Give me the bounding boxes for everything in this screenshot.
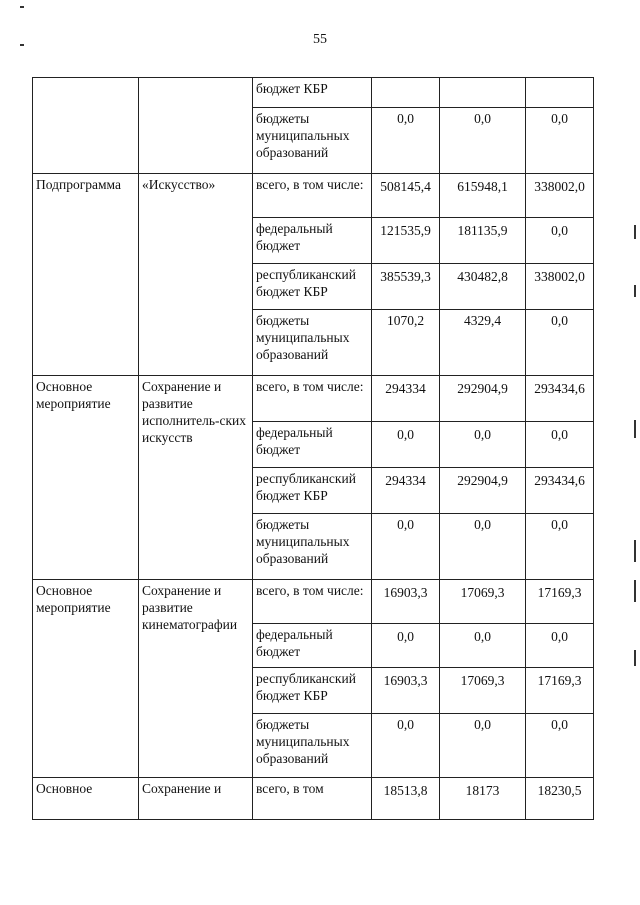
budget-table [32, 77, 594, 820]
cell-source: бюджет КБР [253, 78, 372, 108]
cell-value: 293434,6 [526, 376, 594, 422]
cell-value: 0,0 [372, 422, 440, 468]
table-row [33, 376, 594, 422]
cell-source: всего, в том числе: [253, 580, 372, 624]
cell-value: 0,0 [372, 108, 440, 174]
cell-name: Сохранение и развитие исполнитель-ских искусств [139, 376, 253, 580]
cell-value [372, 78, 440, 108]
scan-mark [634, 285, 636, 297]
cell-value: 16903,3 [372, 580, 440, 624]
cell-type: Основное мероприятие [33, 580, 139, 778]
cell-value: 17169,3 [526, 580, 594, 624]
cell-value: 0,0 [526, 108, 594, 174]
cell-value: 292904,9 [440, 468, 526, 514]
cell-value: 0,0 [526, 310, 594, 376]
cell-value: 0,0 [526, 218, 594, 264]
cell-value: 615948,1 [440, 174, 526, 218]
cell-value: 430482,8 [440, 264, 526, 310]
cell-value: 16903,3 [372, 668, 440, 714]
table-row [33, 78, 594, 108]
cell-value: 508145,4 [372, 174, 440, 218]
cell-value: 294334 [372, 376, 440, 422]
cell-value: 0,0 [440, 108, 526, 174]
cell-source: республиканский бюджет КБР [253, 264, 372, 310]
cell-value: 18513,8 [372, 778, 440, 820]
cell-value: 0,0 [372, 624, 440, 668]
cell-value: 18173 [440, 778, 526, 820]
cell-value: 121535,9 [372, 218, 440, 264]
cell-source: республиканский бюджет КБР [253, 468, 372, 514]
cell-type [33, 78, 139, 174]
cell-value: 18230,5 [526, 778, 594, 820]
scan-mark [634, 420, 636, 438]
cell-value: 385539,3 [372, 264, 440, 310]
cell-value: 0,0 [526, 514, 594, 580]
cell-value [526, 78, 594, 108]
cell-source: федеральный бюджет [253, 422, 372, 468]
cell-name: Сохранение и развитие кинематографии [139, 580, 253, 778]
cell-value: 292904,9 [440, 376, 526, 422]
cell-name: «Искусство» [139, 174, 253, 376]
cell-value: 0,0 [440, 714, 526, 778]
page-number: 55 [313, 32, 327, 47]
cell-value: 0,0 [440, 624, 526, 668]
cell-source: республиканский бюджет КБР [253, 668, 372, 714]
cell-type: Основное мероприятие [33, 376, 139, 580]
cell-value: 0,0 [440, 422, 526, 468]
cell-value: 0,0 [372, 714, 440, 778]
scan-mark [634, 225, 636, 239]
cell-value: 17069,3 [440, 668, 526, 714]
cell-source: федеральный бюджет [253, 624, 372, 668]
cell-name: Сохранение и [139, 778, 253, 820]
cell-value: 0,0 [372, 514, 440, 580]
cell-value: 338002,0 [526, 174, 594, 218]
cell-source: всего, в том [253, 778, 372, 820]
cell-value: 181135,9 [440, 218, 526, 264]
cell-source: бюджеты муниципальных образований [253, 310, 372, 376]
cell-value: 338002,0 [526, 264, 594, 310]
cell-value: 17169,3 [526, 668, 594, 714]
scan-mark [20, 44, 24, 46]
cell-value: 0,0 [440, 514, 526, 580]
cell-value: 294334 [372, 468, 440, 514]
cell-value: 1070,2 [372, 310, 440, 376]
table-row [33, 580, 594, 624]
cell-source: бюджеты муниципальных образований [253, 108, 372, 174]
cell-value: 0,0 [526, 422, 594, 468]
cell-source: всего, в том числе: [253, 174, 372, 218]
scan-mark [634, 540, 636, 562]
cell-source: всего, в том числе: [253, 376, 372, 422]
table-row [33, 174, 594, 218]
cell-value: 0,0 [526, 624, 594, 668]
scan-mark [634, 580, 636, 602]
cell-source: бюджеты муниципальных образований [253, 714, 372, 778]
cell-type: Основное [33, 778, 139, 820]
cell-value: 17069,3 [440, 580, 526, 624]
scan-mark [634, 650, 636, 666]
cell-source: федеральный бюджет [253, 218, 372, 264]
cell-value: 4329,4 [440, 310, 526, 376]
cell-name [139, 78, 253, 174]
cell-source: бюджеты муниципальных образований [253, 514, 372, 580]
cell-type: Подпрограмма [33, 174, 139, 376]
cell-value [440, 78, 526, 108]
cell-value: 293434,6 [526, 468, 594, 514]
table-row [33, 778, 594, 820]
cell-value: 0,0 [526, 714, 594, 778]
scan-mark [20, 6, 24, 8]
